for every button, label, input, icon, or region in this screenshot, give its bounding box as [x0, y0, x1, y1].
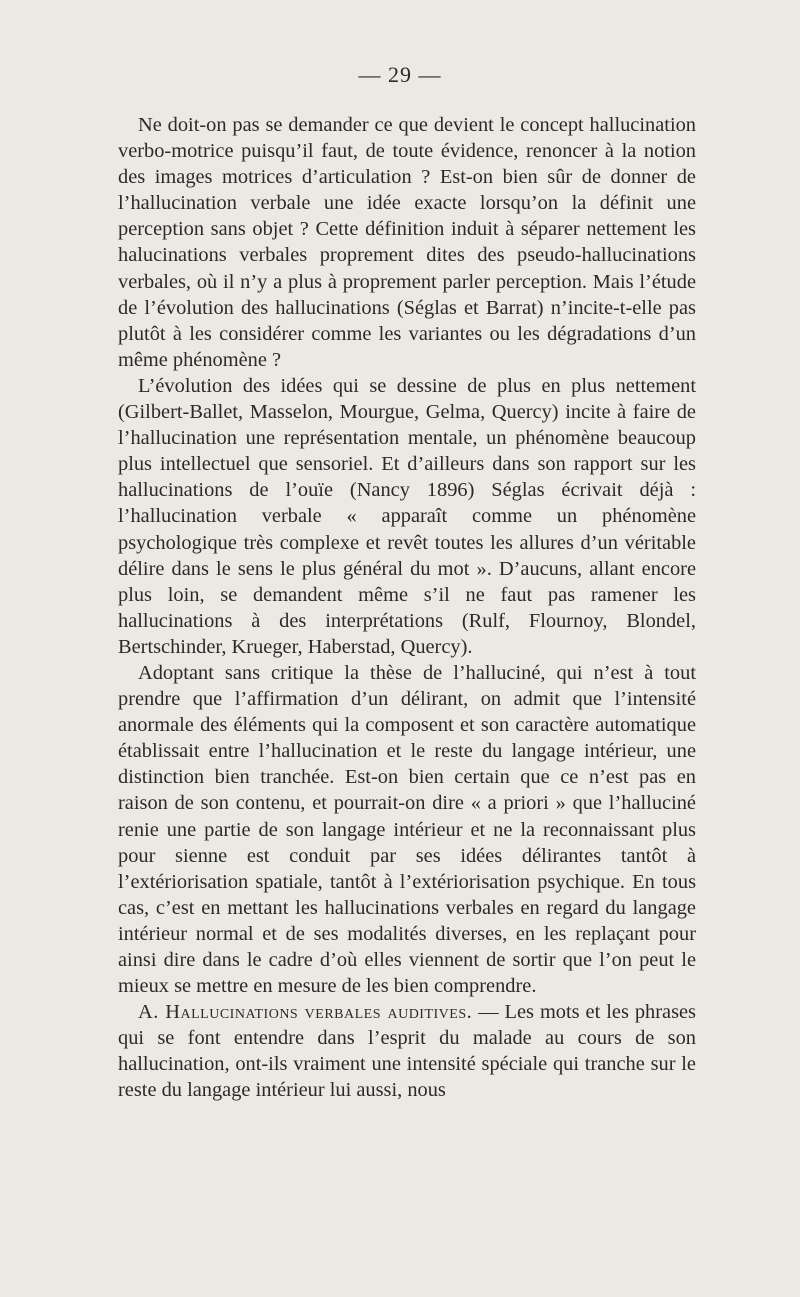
paragraph-4 — [118, 999, 696, 1103]
paragraph-4-text: — Les mots et les phrases qui se font entendre dans l’esprit du malade au cours de son hallucination, ont-ils vraiment une intensité spéciale qui tranche sur le reste du langage intérieur lui aussi, nous — [118, 1001, 696, 1102]
page-number: — 29 — — [358, 62, 442, 87]
body-text — [118, 112, 696, 1104]
paragraph-1: Ne doit-on pas se demander ce que devient le concept hallucination verbo-motrice puisqu’il faut, de toute évidence, renoncer à la notion des images motrices d’articulation ? Est-on bien sûr de donner de l’hallucination verbale une idée exacte lorsqu’on la définit une perception sans objet ? Cette définition induit à séparer nettement les halucinations verbales proprement dites des pseudo-hallucinations verbales, où il n’y a plus à proprement parler perception. Mais l’étude de l’évolution des hallucinations (Séglas et Barrat) n’incite-t-elle pas plutôt à les considérer comme les variantes ou les dégradations d’un même phénomène ? — [118, 114, 696, 371]
paragraph-2: L’évolution des idées qui se dessine de plus en plus nettement (Gilbert-Ballet, Masselon, Mourgue, Gelma, Quercy) incite à faire de l’hallucination une représentation mentale, un phénomène beaucoup plus intellectuel que sensoriel. Et d’ailleurs dans son rapport sur les hallucinations de l’ouïe (Nancy 1896) Séglas écrivait déjà : l’hallucination verbale « apparaît comme un phénomène psychologique très complexe et revêt toutes les allures d’un véritable délire dans le sens le plus général du mot ». D’aucuns, allant encore plus loin, se demandent même s’il ne faut pas ramener les hallucinations à des interprétations (Rulf, Flournoy, Blondel, Bertschinder, Krueger, Haberstad, Quercy). — [118, 374, 696, 658]
section-heading: A. Hallucinations verbales auditives. — [138, 1001, 473, 1024]
paragraph-3: Adoptant sans critique la thèse de l’halluciné, qui n’est à tout prendre que l’affirmation d’un délirant, on admit que l’intensité anormale des éléments qui la composent et son caractère automatique établissait entre l’hallucination et le reste du langage intérieur, une distinction bien tranchée. Est-on bien certain que ce n’est pas en raison de son contenu, et pourrait-on dire « a priori » que l’halluciné renie une partie de son langage intérieur et ne la reconnaissant plus pour sienne est conduit par ses idées délirantes tantôt à l’extériorisation spatiale, tantôt à l’extériorisation psychique. En tous cas, c’est en mettant les hallucinations verbales en regard du langage intérieur normal et de ses modalités diverses, en les replaçant pour ainsi dire dans le cadre d’où elles viennent de sortir que l’on peut le mieux se mettre en mesure de les bien comprendre. — [118, 661, 696, 998]
